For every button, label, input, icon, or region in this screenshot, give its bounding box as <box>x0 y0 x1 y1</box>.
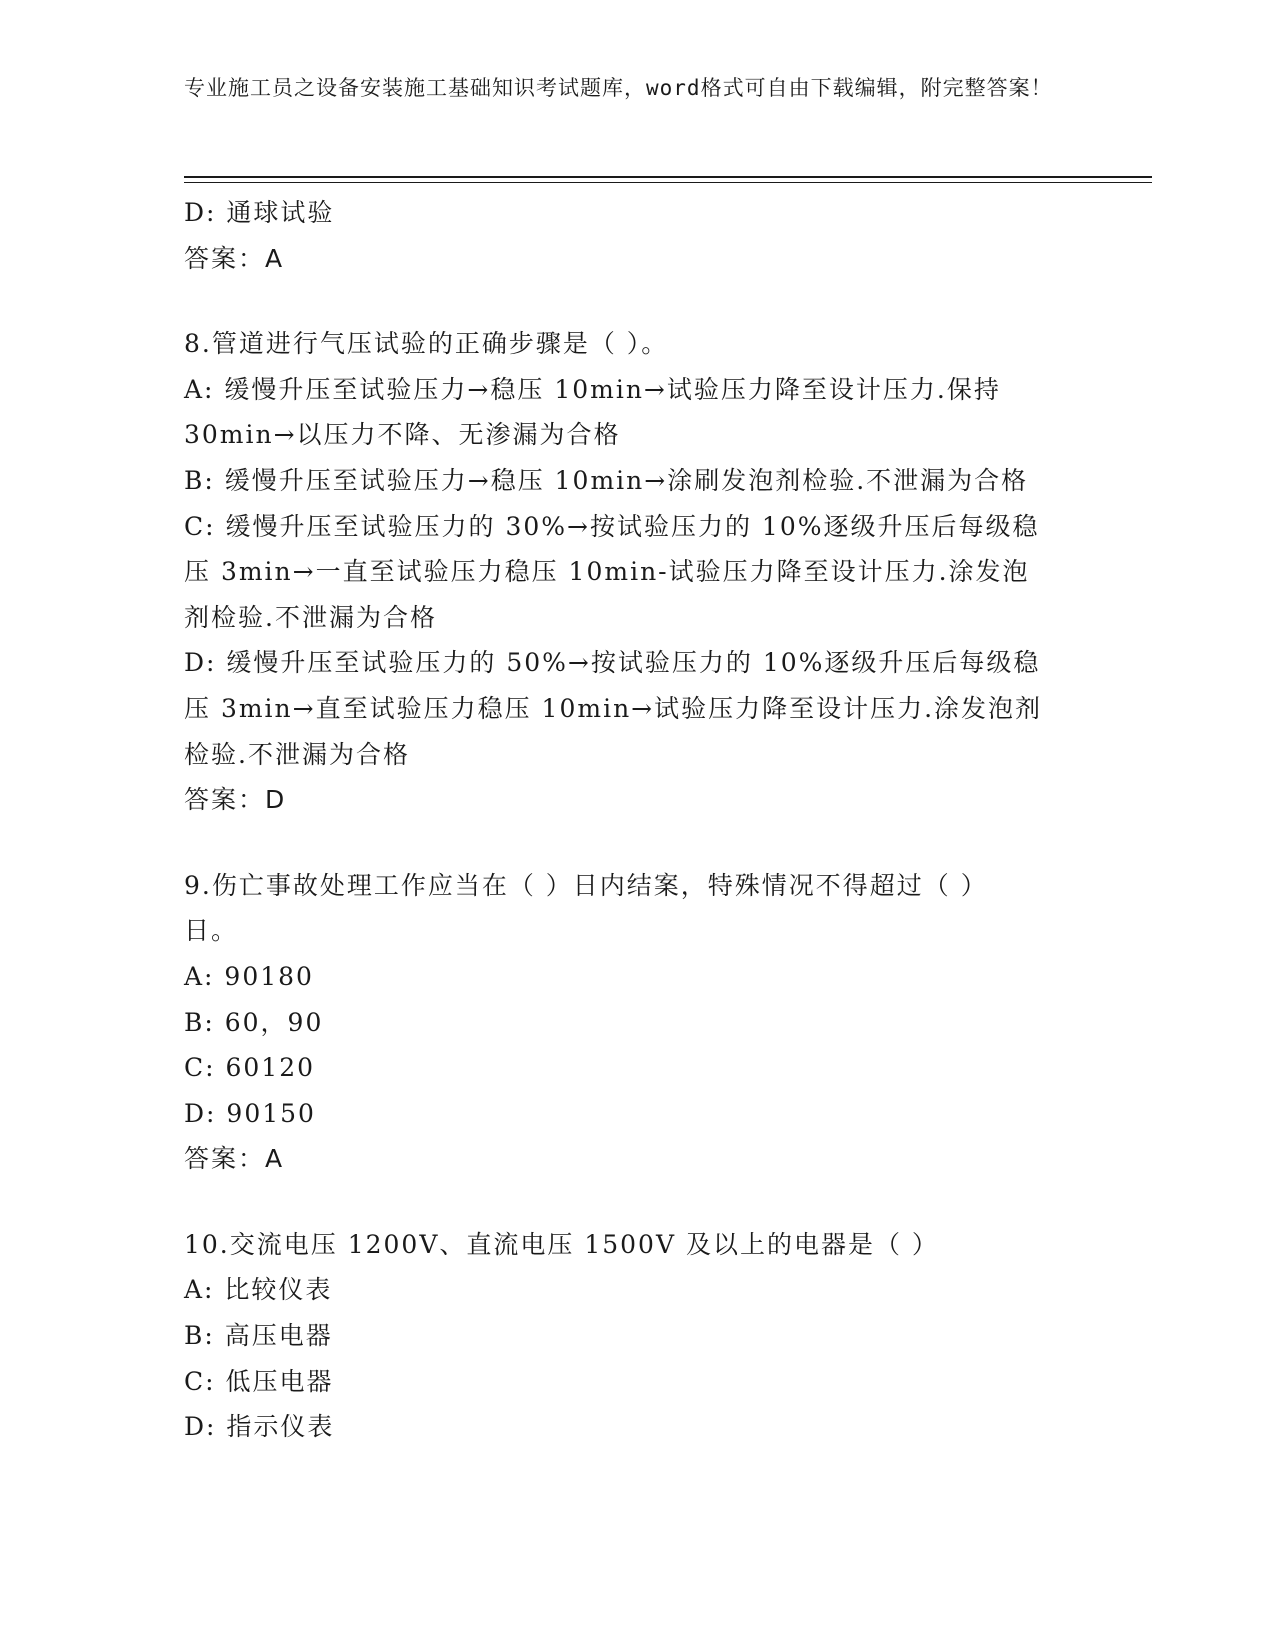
option-line: C: 缓慢升压至试验压力的 30%→按试验压力的 10%逐级升压后每级稳 <box>184 511 1040 541</box>
option-line: D: 缓慢升压至试验压力的 50%→按试验压力的 10%逐级升压后每级稳 <box>184 648 1041 678</box>
option-line: 30min→以压力不降、无渗漏为合格 <box>184 420 621 450</box>
question-block-10 <box>184 1222 1084 1450</box>
question-stem: 日。 <box>184 916 239 946</box>
option-line: 压 3min→直至试验压力稳压 10min→试验压力降至设计压力.涂发泡剂 <box>184 693 1043 723</box>
question-stem: 10.交流电压 1200V、直流电压 1500V 及以上的电器是（ ） <box>184 1229 939 1259</box>
question-stem: 9.伤亡事故处理工作应当在（ ）日内结案，特殊情况不得超过（ ） <box>184 870 988 900</box>
option-line: 检验.不泄漏为合格 <box>184 739 410 769</box>
question-content <box>184 190 1084 1450</box>
option-line: 剂检验.不泄漏为合格 <box>184 602 437 632</box>
option-line: B: 高压电器 <box>184 1321 333 1351</box>
option-line: C: 低压电器 <box>184 1366 334 1396</box>
question-block-9 <box>184 863 1084 1182</box>
answer-line: 答案：D <box>184 785 287 815</box>
header-divider <box>184 176 1152 178</box>
option-line: A: 比较仪表 <box>184 1275 333 1305</box>
question-block-7 <box>184 190 1084 281</box>
option-line: D: 指示仪表 <box>184 1412 335 1442</box>
option-line: C: 60120 <box>184 1053 316 1083</box>
option-line: 压 3min→一直至试验压力稳压 10min-试验压力降至设计压力.涂发泡 <box>184 557 1030 587</box>
header-divider-thin <box>184 182 1152 183</box>
question-stem: 8.管道进行气压试验的正确步骤是（ ）。 <box>184 329 669 359</box>
question-block-8 <box>184 321 1084 823</box>
option-line: B: 缓慢升压至试验压力→稳压 10min→涂刷发泡剂检验.不泄漏为合格 <box>184 465 1029 495</box>
option-line: A: 90180 <box>184 961 314 991</box>
option-line: B: 60，90 <box>184 1007 324 1037</box>
answer-line: 答案：A <box>184 1144 285 1174</box>
option-line: D: 通球试验 <box>184 198 335 227</box>
option-line: A: 缓慢升压至试验压力→稳压 10min→试验压力降至设计压力.保持 <box>184 374 1001 404</box>
option-line: D: 90150 <box>184 1098 316 1128</box>
answer-line: 答案：A <box>184 243 285 273</box>
document-header: 专业施工员之设备安装施工基础知识考试题库，word格式可自由下载编辑，附完整答案！ <box>184 76 1053 100</box>
